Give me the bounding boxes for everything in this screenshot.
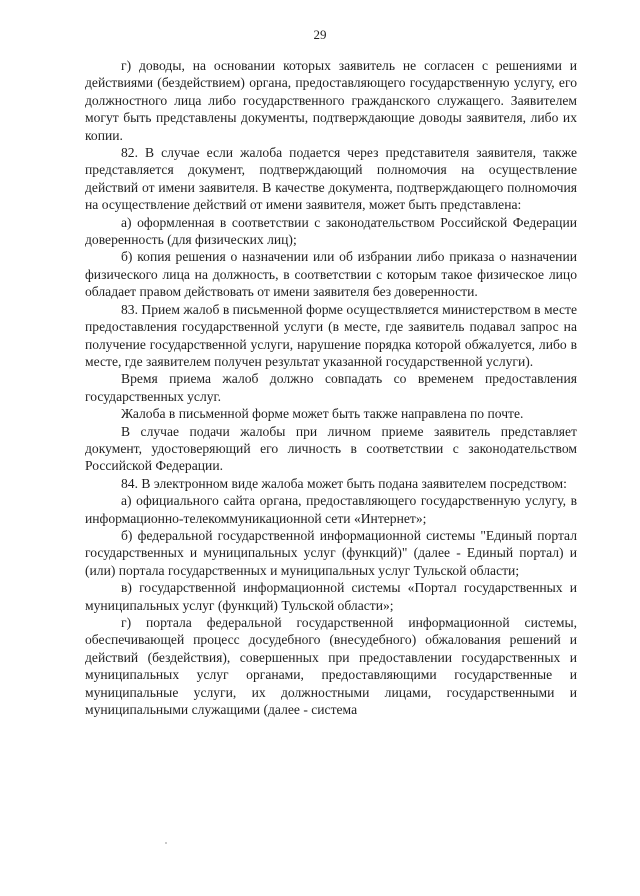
- page-number: 29: [313, 27, 327, 42]
- paragraph-82-representative: 82. В случае если жалоба подается через представителя заявителя, также представляется документ, подтверждающий полномочия на осуществление действий от имени заявителя. В качестве документа, подтверждающего полномочия на осуществление действий от имени заявителя, может быть представлена:: [85, 145, 577, 213]
- paragraph-83-reception-time: Время приема жалоб должно совпадать со временем предоставления государственных услуг.: [85, 371, 577, 404]
- paragraph-complaint-arguments: г) доводы, на основании которых заявитель не согласен с решениями и действиями (бездействием) органа, предоставляющего государственную услугу, его должностного лица либо государственного гражданского служащего. Заявителем могут быть представлены документы, подтверждающие доводы заявителя, либо их копии.: [85, 58, 577, 143]
- paragraph-83-written-complaints: 83. Прием жалоб в письменной форме осуществляется министерством в месте предоставления государственной услуги (в месте, где заявитель подавал запрос на получение государственной услуги, нарушение порядка которой обжалуется, либо в месте, где заявителем получен результат указанной государственной услуги).: [85, 301, 577, 369]
- paragraph-84-d-appeal-system: г) портала федеральной государственной информационной системы, обеспечивающей процесс досудебного (внесудебного) обжалования решений и действий (бездействия), совершенных при предоставлении государственных и муниципальных услуг органами, предоставляющими государственные и муниципальные услуги, их должностными лицами, государственными и муниципальными служащими (далее - система: [85, 615, 577, 718]
- document-body: [85, 57, 577, 718]
- scan-speck: [165, 842, 167, 844]
- paragraph-84-a-official-site: а) официального сайта органа, предоставляющего государственную услугу, в информационно-телекоммуникационной сети «Интернет»;: [85, 493, 577, 526]
- paragraph-83-by-mail: Жалоба в письменной форме может быть также направлена по почте.: [121, 406, 524, 422]
- paragraph-82-a-power-of-attorney: а) оформленная в соответствии с законодательством Российской Федерации доверенность (для физических лиц);: [85, 214, 577, 248]
- paragraph-82-b-appointment-copy: б) копия решения о назначении или об избрании либо приказа о назначении физического лица на должность, в соответствии с которым такое физическое лицо обладает правом действовать от имени заявителя без доверенности.: [85, 249, 577, 300]
- paragraph-84-electronic: 84. В электронном виде жалоба может быть подана заявителем посредством:: [121, 475, 567, 491]
- paragraph-83-personal-reception: В случае подачи жалобы при личном приеме заявитель представляет документ, удостоверяющий его личность в соответствии с законодательством Российской Федерации.: [85, 423, 577, 474]
- paragraph-84-c-regional-portal: в) государственной информационной системы «Портал государственных и муниципальных услуг (функций) Тульской области»;: [85, 580, 577, 613]
- paragraph-84-b-unified-portal: б) федеральной государственной информационной системы "Единый портал государственных и муниципальных услуг (функций)" (далее - Единый портал) и (или) портала государственных и муниципальных услуг Тульской области;: [85, 527, 577, 578]
